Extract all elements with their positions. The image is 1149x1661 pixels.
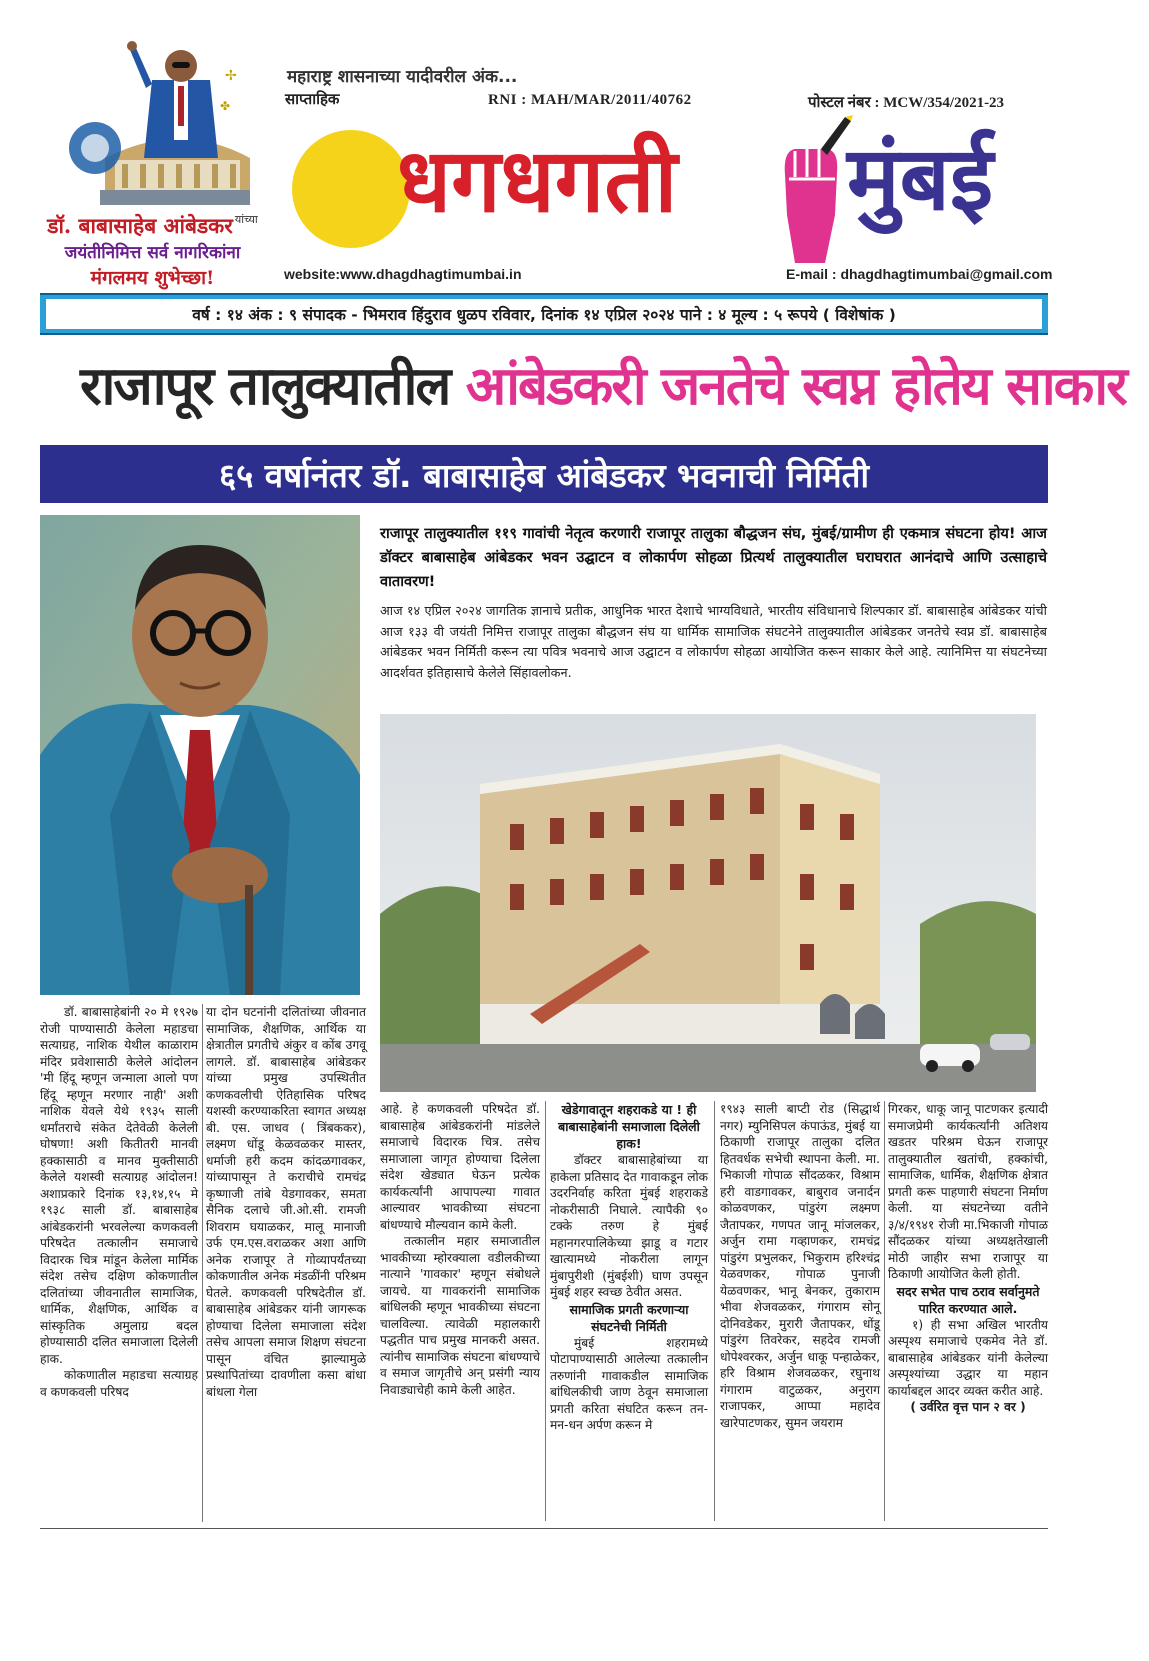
page-bottom-rule bbox=[40, 1528, 1048, 1529]
government-list-note: महाराष्ट्र शासनाच्या यादीवरील अंक... bbox=[287, 67, 518, 87]
column-divider bbox=[884, 1101, 885, 1521]
headline-part1: राजापूर तालुक्यातील bbox=[80, 356, 466, 417]
section-heading: सामाजिक प्रगती करणाऱ्या संघटनेची निर्मिती bbox=[569, 1301, 689, 1334]
article-column-2 bbox=[206, 1004, 366, 1400]
article-paragraph: मुंबई शहरामध्ये पोटापाण्यासाठी आलेल्या तत्कालीन तरुणांनी गावाकडील सामाजिक बांधिलकीची जाण ठेवून समाजाला प्रगती करिता संघटित करून तन-मन-धन अर्पण करून मे bbox=[550, 1335, 708, 1432]
logo-title-part1: धगधगती bbox=[397, 129, 678, 232]
lead-summary: राजापूर तालुक्यातील ११९ गावांची नेतृत्व करणारी राजापूर तालुका बौद्धजन संघ, मुंबई/ग्रामीण ही एकमात्र संघटना होय! आज डॉक्टर बाबासाहेब आंबेडकर भवन उद्घाटन व लोकार्पण सोहळा प्रित्यर्थ तालुक्यातील घराघरात आनंदाचे आणि उत्साहाचे वातावरण! bbox=[380, 525, 1047, 590]
tribute-panel bbox=[40, 40, 265, 289]
main-headline bbox=[80, 356, 1126, 417]
logo-title-part2: मुंबई bbox=[847, 127, 994, 230]
tribute-wishes: मंगलमय शुभेच्छा! bbox=[90, 267, 215, 289]
article-paragraph: आहे. हे कणकवली परिषदेत डॉ. बाबासाहेब आंबेडकरांनी मांडलेले समाजाचे विदारक चित्र. तसेच समाजाला जागृत होण्याचा दिलेला संदेश खेड्यात घेऊन प्रत्येक कार्यकर्त्यांनी आपापल्या गावात आल्यावर भावकीच्या संघटना बांधण्याचे मौल्यवान कामे केली. bbox=[380, 1102, 540, 1232]
article-column-4 bbox=[550, 1101, 708, 1434]
article-paragraph: डॉ. बाबासाहेबांनी २० मे १९२७ रोजी पाण्यासाठी केलेला महाडचा सत्याग्रह, नाशिक येथील काळाराम मंदिर प्रवेशासाठी केलेले आंदोलन 'मी हिंदू म्हणून जन्माला आलो पण हिंदू म्हणून मरणार नाही' अशी नाशिक येवले येथे १९३५ साली धर्मांतराचे संकेत देतेवेळी केलेली घोषणा! अशी कितीतरी मानवी हक्कासाठी व मानव मुक्तीसाठी केलेले यशस्वी सत्याग्रह आंदोलन! अशाप्रकारे दिनांक १३,१४,१५ मे १९३८ साली डॉ. बाबासाहेब आंबेडकरांनी भरवलेल्या कणकवली परिषदेत तत्कालीन समाजाचे विदारक चित्र मांडून केलेला मार्मिक संदेश तसेच दक्षिण कोकणातील दलितांच्या जीवनातील सामाजिक, धार्मिक, शैक्षणिक, आर्थिक व सांस्कृतिक अमुलाग्र बदल होण्यासाठी दलित समाजाला दिलेली हाक. bbox=[40, 1005, 198, 1366]
issue-info-text: वर्ष : १४ अंक : ९ संपादक - भिमराव हिंदुराव धुळप रविवार, दिनांक १४ एप्रिल २०२४ पाने : ४ मूल्य : ५ रूपये ( विशेषांक ) bbox=[46, 299, 1042, 329]
column-divider bbox=[714, 1101, 715, 1521]
email-address[interactable]: E-mail : dhagdhagtimumbai@gmail.com bbox=[786, 266, 1053, 282]
svg-text:✤: ✤ bbox=[220, 99, 231, 113]
continued-note: ( उर्वरित वृत्त पान २ वर ) bbox=[910, 1400, 1026, 1414]
postal-number: पोस्टल नंबर : MCW/354/2021-23 bbox=[808, 95, 1005, 111]
article-paragraph: तत्कालीन महार समाजातील भावकीच्या म्होरक्याला वडीलकीच्या नात्याने 'गावकार' म्हणून संबोधले जायचे. या गावकरांनी सामाजिक बांधिलकी म्हणून भावकीच्या संघटना चालविल्या. त्यावेळी महालकारी पद्धतीत पाच प्रमुख मानकरी असत. त्यांनीच सामाजिक संघटना बांधण्याचे व समाज जागृतीचे अन् प्रसंगी न्याय निवाड्याचेही कामे केली आहेत. bbox=[380, 1234, 540, 1397]
issue-info-bar bbox=[40, 293, 1048, 335]
article-paragraph: कोकणातील महाडचा सत्याग्रह व कणकवली परिषद bbox=[40, 1368, 198, 1399]
section-heading: खेडेगावातून शहराकडे या ! ही बाबासाहेबांनी समाजाला दिलेली हाक! bbox=[558, 1102, 700, 1151]
tribute-name: डॉ. बाबासाहेब आंबेडकर $^{यांच्या}$ bbox=[47, 213, 258, 238]
rni-number: RNI : MAH/MAR/2011/40762 bbox=[488, 92, 692, 108]
article-paragraph: १९४३ साली बाप्टी रोड (सिद्धार्थ नगर) म्युनिसिपल कंपाऊंड, मुंबई या ठिकाणी राजापूर तालुका दलित हितवर्धक सभेची स्थापना केली. मा. भिकाजी गोपाळ सौंदळकर, विश्राम हरी वाडगावकर, बाबुराव जनार्दन कोळवणकर, पांडुरंग लक्ष्मण जैतापकर, गणपत जानू मांजलकर, अर्जुन रामा गव्हाणकर, रामचंद्र पांडुरंग प्रभुलकर, भिकुराम हरिश्चंद्र येळवणकर, गोपाळ पुनाजी येळवणकर, भानू बेनकर, तुकाराम भीवा शेजवळकर, गंगाराम सोनू दोनिवडेकर, मुरारी जैतापकर, धोंडू पांडुरंग तिवरेकर, सहदेव रामजी धोपेश्वरकर, अर्जुन धाकू पन्हाळेकर, हरि विश्राम शेजवळकर, रघुनाथ गंगाराम वाटुळकर, अनुराग राजापकर, आप्पा महादेव खारेपाटणकर, सुमन जयराम bbox=[720, 1102, 880, 1430]
article-paragraph: डॉक्टर बाबासाहेबांच्या या हाकेला प्रतिसाद देत गावाकडून लोक उदरनिर्वाह करिता मुंबई शहराकडे नोकरीसाठी निघाले. त्यापैकी ९० टक्के तरुण हे मुंबई महानगरपालिकेच्या झाडू व गटार खात्यामध्ये नोकरीला लागून मुंबापुरीशी (मुंबईशी) घाण उपसून मुंबई शहर स्वच्छ ठेवीत असत. bbox=[550, 1153, 708, 1299]
logo-sun-circle bbox=[292, 130, 410, 248]
ambedkar-tribute-illustration bbox=[60, 40, 260, 205]
newspaper-logo bbox=[287, 115, 1087, 265]
article-column-6 bbox=[888, 1101, 1048, 1416]
article-column-5 bbox=[720, 1101, 880, 1431]
ambedkar-bhavan-rendering bbox=[380, 714, 1036, 1092]
website-link[interactable]: website:www.dhagdhagtimumbai.in bbox=[284, 266, 522, 282]
article-paragraph: गिरकर, धाकू जानू पाटणकर इत्यादी समाजप्रेमी कार्यकर्त्यांनी अतिशय खडतर परिश्रम घेऊन राजापूर तालुक्यातील खतांची, हक्कांची, सामाजिक, धार्मिक, शैक्षणिक क्षेत्रात प्रगती करू पाहणारी संघटना निर्माण केली. या संघटनेच्या वतीने ३/४/१९४१ रोजी मा.भिकाजी गोपाळ सौंदळकर यांच्या अध्यक्षतेखाली मोठी जाहीर सभा राजापूर या ठिकाणी आयोजित केली होती. bbox=[888, 1102, 1048, 1281]
ambedkar-portrait bbox=[40, 515, 360, 995]
article-column-3 bbox=[380, 1101, 540, 1398]
section-heading: सदर सभेत पाच ठराव सर्वानुमते पारित करण्यात आले. bbox=[896, 1283, 1040, 1316]
headline-part2: आंबेडकरी जनतेचे स्वप्न होतेय साकार bbox=[465, 356, 1126, 417]
raised-fist-pen-icon bbox=[765, 115, 855, 265]
svg-text:✢: ✢ bbox=[225, 68, 237, 84]
article-column-1 bbox=[40, 1004, 198, 1400]
article-paragraph: या दोन घटनांनी दलितांच्या जीवनात सामाजिक, शैक्षणिक, आर्थिक या क्षेत्रातील प्रगतीचे अंकुर व कोंब उगवू लागले. डॉ. बाबासाहेब आंबेडकर यांच्या प्रमुख उपस्थितीत कणकवलीची ऐतिहासिक परिषद यशस्वी करण्याकरिता स्वागत अध्यक्ष बी. एस. जाधव ( त्रिंबककर), लक्ष्मण धोंडू केळवळकर मास्तर, धर्माजी हरी कदम कांदळगावकर, यांच्यापासून ते कराचीचे रामचंद्र कृष्णाजी तांबे येडगावकर, समता सैनिक दलाचे जी.ओ.सी. रामजी शिवराम घयाळकर, मालू मानाजी उर्फ एम.एस.वराळकर अशा आणि अनेक राजापूर ते गोव्यापर्यंतच्या कोकणातील अनेक मंडळींनी परिश्रम घेतले. कणकवली परिषदेतील डॉ. बाबासाहेब आंबेडकर यांनी जागरूक होण्याचा दिलेला समाजाला संदेश तसेच आपला समाज शिक्षण संघटना पासून वंचित झाल्यामुळे प्रस्थापितांच्या दावणीला कसा बांधा बांधला गेला bbox=[206, 1005, 366, 1399]
weekly-label: साप्ताहिक bbox=[285, 90, 340, 108]
sub-headline: ६५ वर्षानंतर डॉ. बाबासाहेब आंबेडकर भवनाची निर्मिती bbox=[40, 445, 1048, 503]
tribute-greeting: जयंतीनिमित्त सर्व नागरिकांना bbox=[64, 243, 241, 263]
article-paragraph: १) ही सभा अखिल भारतीय अस्पृश्य समाजाचे एकमेव नेते डॉ. बाबासाहेब आंबेडकर यांनी केलेल्या अस्पृश्यांच्या उद्धार या महान कार्याबद्दल आदर व्यक्त करीत आहे. bbox=[888, 1317, 1048, 1398]
column-divider bbox=[545, 1101, 546, 1521]
column-divider bbox=[202, 1004, 203, 1522]
lead-paragraph: आज १४ एप्रिल २०२४ जागतिक ज्ञानाचे प्रतीक, आधुनिक भारत देशाचे भाग्यविधाते, भारतीय संविधानाचे शिल्पकार डॉ. बाबासाहेब आंबेडकर यांची आज १३३ वी जयंती निमित्त राजापूर तालुका बौद्धजन संघ या धार्मिक सामाजिक संघटनेने तालुक्यातील आंबेडकर जनतेचे स्वप्न डॉ. बाबासाहेब आंबेडकर भवन निर्मिती करून त्या पवित्र भवनाचे आज उद्घाटन व लोकार्पण सोहळा आयोजित करून साकार केले आहे. त्यानिमित्त या संघटनेच्या आदर्शवत इतिहासाचे केलेले सिंहावलोकन. bbox=[380, 604, 1047, 681]
